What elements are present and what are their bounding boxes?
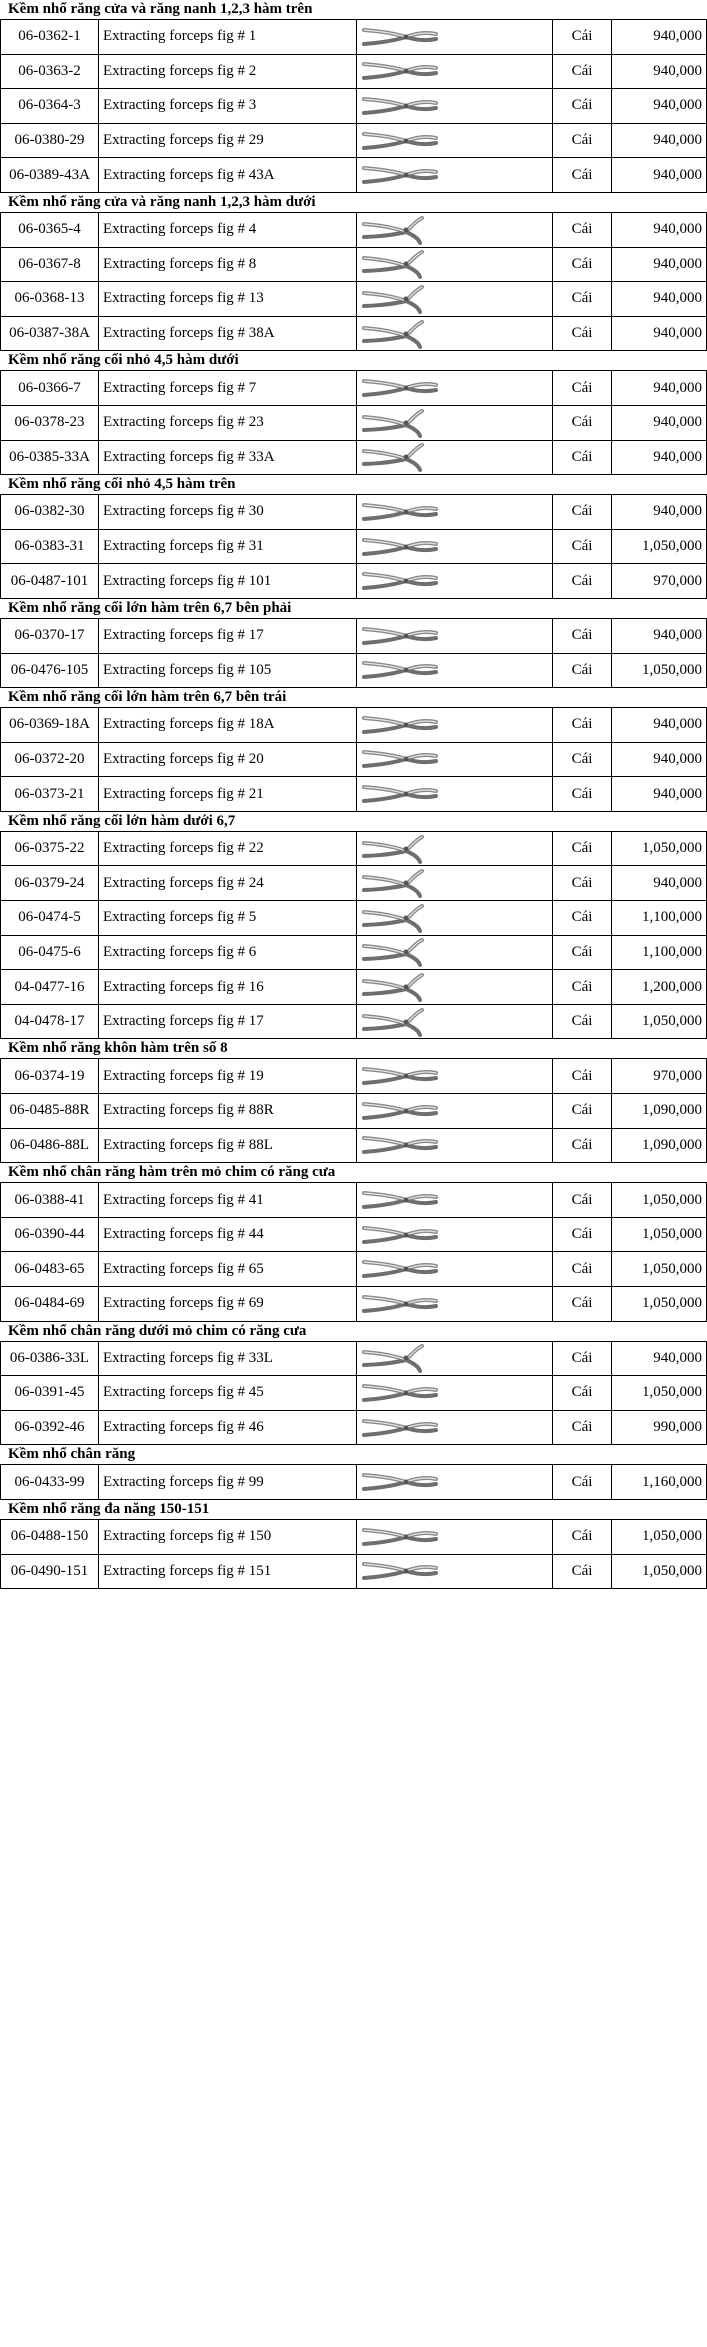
- product-image: [357, 1004, 553, 1039]
- product-code: 06-0392-46: [1, 1410, 99, 1445]
- table-row: [1, 970, 707, 1005]
- product-description: Extracting forceps fig # 17: [99, 618, 357, 653]
- table-row: [1, 1376, 707, 1411]
- product-code: 06-0373-21: [1, 777, 99, 812]
- product-image: [357, 1252, 553, 1287]
- product-price: 1,050,000: [612, 1217, 707, 1252]
- product-unit: Cái: [553, 20, 612, 55]
- product-code: 06-0380-29: [1, 123, 99, 158]
- product-image: [357, 529, 553, 564]
- angled-forceps-icon: [360, 284, 440, 314]
- table-row: [1, 653, 707, 688]
- product-description: Extracting forceps fig # 33L: [99, 1341, 357, 1376]
- section-title: Kềm nhổ chân răng dưới mỏ chim có răng cưa: [8, 1322, 307, 1339]
- product-image: [357, 901, 553, 936]
- table-row: [1, 247, 707, 282]
- product-description: Extracting forceps fig # 23: [99, 405, 357, 440]
- product-image: [357, 282, 553, 317]
- product-description: Extracting forceps fig # 18A: [99, 708, 357, 743]
- product-price: 940,000: [612, 54, 707, 89]
- product-price: 1,050,000: [612, 1376, 707, 1411]
- straight-forceps-icon: [360, 126, 440, 156]
- product-table: [0, 370, 707, 475]
- product-code: 06-0375-22: [1, 831, 99, 866]
- product-code: 06-0475-6: [1, 935, 99, 970]
- product-description: Extracting forceps fig # 6: [99, 935, 357, 970]
- product-description: Extracting forceps fig # 29: [99, 123, 357, 158]
- product-unit: Cái: [553, 440, 612, 475]
- section-title: Kềm nhổ răng cối lớn hàm trên 6,7 bên phải: [8, 599, 292, 616]
- product-code: 06-0483-65: [1, 1252, 99, 1287]
- product-unit: Cái: [553, 866, 612, 901]
- straight-forceps-icon: [360, 1130, 440, 1160]
- straight-forceps-icon: [360, 56, 440, 86]
- product-code: 06-0368-13: [1, 282, 99, 317]
- product-unit: Cái: [553, 1376, 612, 1411]
- product-description: Extracting forceps fig # 2: [99, 54, 357, 89]
- straight-forceps-icon: [360, 22, 440, 52]
- section-title: Kềm nhổ chân răng hàm trên mỏ chim có răng cưa: [8, 1164, 336, 1181]
- straight-forceps-icon: [360, 1185, 440, 1215]
- angled-forceps-icon: [360, 442, 440, 472]
- product-image: [357, 935, 553, 970]
- product-code: 06-0363-2: [1, 54, 99, 89]
- angled-forceps-icon: [360, 319, 440, 349]
- product-unit: Cái: [553, 1410, 612, 1445]
- product-code: 06-0476-105: [1, 653, 99, 688]
- table-row: [1, 1004, 707, 1039]
- product-description: Extracting forceps fig # 33A: [99, 440, 357, 475]
- table-row: [1, 618, 707, 653]
- section-title: Kềm nhổ răng khôn hàm trên số 8: [8, 1040, 228, 1057]
- product-description: Extracting forceps fig # 151: [99, 1554, 357, 1589]
- product-price: 1,090,000: [612, 1128, 707, 1163]
- product-unit: Cái: [553, 405, 612, 440]
- product-description: Extracting forceps fig # 38A: [99, 316, 357, 351]
- angled-forceps-icon: [360, 834, 440, 864]
- straight-forceps-icon: [360, 1378, 440, 1408]
- product-description: Extracting forceps fig # 20: [99, 742, 357, 777]
- straight-forceps-icon: [360, 1522, 440, 1552]
- product-table: [0, 1182, 707, 1321]
- product-image: [357, 440, 553, 475]
- angled-forceps-icon: [360, 249, 440, 279]
- straight-forceps-icon: [360, 566, 440, 596]
- product-price: 1,160,000: [612, 1465, 707, 1500]
- product-description: Extracting forceps fig # 19: [99, 1059, 357, 1094]
- product-image: [357, 831, 553, 866]
- table-row: [1, 564, 707, 599]
- product-price: 940,000: [612, 371, 707, 406]
- product-code: 06-0365-4: [1, 212, 99, 247]
- product-code: 06-0379-24: [1, 866, 99, 901]
- product-image: [357, 54, 553, 89]
- straight-forceps-icon: [360, 621, 440, 651]
- section-title: Kềm nhổ răng cối lớn hàm trên 6,7 bên trái: [8, 689, 287, 706]
- product-description: Extracting forceps fig # 99: [99, 1465, 357, 1500]
- product-image: [357, 1183, 553, 1218]
- product-code: 06-0391-45: [1, 1376, 99, 1411]
- table-row: [1, 123, 707, 158]
- section-title: Kềm nhổ răng cửa và răng nanh 1,2,3 hàm trên: [8, 1, 313, 17]
- table-row: [1, 1465, 707, 1500]
- table-row: [1, 1554, 707, 1589]
- product-code: 06-0386-33L: [1, 1341, 99, 1376]
- product-unit: Cái: [553, 935, 612, 970]
- product-table: [0, 831, 707, 1040]
- product-image: [357, 371, 553, 406]
- product-code: 06-0388-41: [1, 1183, 99, 1218]
- product-unit: Cái: [553, 158, 612, 193]
- product-price: 940,000: [612, 495, 707, 530]
- product-unit: Cái: [553, 564, 612, 599]
- product-image: [357, 1341, 553, 1376]
- product-code: 06-0374-19: [1, 1059, 99, 1094]
- product-description: Extracting forceps fig # 101: [99, 564, 357, 599]
- product-unit: Cái: [553, 282, 612, 317]
- product-unit: Cái: [553, 1519, 612, 1554]
- product-description: Extracting forceps fig # 105: [99, 653, 357, 688]
- section-title: Kềm nhổ răng đa năng 150-151: [8, 1500, 210, 1517]
- product-description: Extracting forceps fig # 16: [99, 970, 357, 1005]
- straight-forceps-icon: [360, 373, 440, 403]
- table-row: [1, 1128, 707, 1163]
- table-row: [1, 405, 707, 440]
- product-image: [357, 653, 553, 688]
- product-price: 940,000: [612, 618, 707, 653]
- product-image: [357, 1094, 553, 1129]
- straight-forceps-icon: [360, 91, 440, 121]
- product-table: [0, 19, 707, 193]
- product-unit: Cái: [553, 371, 612, 406]
- angled-forceps-icon: [360, 972, 440, 1002]
- table-row: [1, 831, 707, 866]
- product-price: 1,200,000: [612, 970, 707, 1005]
- product-price: 1,050,000: [612, 529, 707, 564]
- section-title: Kềm nhổ răng cối lớn hàm dưới 6,7: [8, 812, 236, 829]
- product-image: [357, 618, 553, 653]
- table-row: [1, 371, 707, 406]
- product-unit: Cái: [553, 495, 612, 530]
- product-code: 06-0367-8: [1, 247, 99, 282]
- straight-forceps-icon: [360, 497, 440, 527]
- product-description: Extracting forceps fig # 150: [99, 1519, 357, 1554]
- product-description: Extracting forceps fig # 43A: [99, 158, 357, 193]
- product-price: 940,000: [612, 123, 707, 158]
- product-unit: Cái: [553, 742, 612, 777]
- table-row: [1, 1519, 707, 1554]
- product-image: [357, 777, 553, 812]
- product-price: 1,050,000: [612, 1252, 707, 1287]
- angled-forceps-icon: [360, 408, 440, 438]
- product-price: 940,000: [612, 89, 707, 124]
- product-image: [357, 1059, 553, 1094]
- section-title: Kềm nhổ răng cối nhỏ 4,5 hàm trên: [8, 476, 236, 493]
- product-price: 940,000: [612, 866, 707, 901]
- product-code: 06-0484-69: [1, 1287, 99, 1322]
- product-image: [357, 1217, 553, 1252]
- product-unit: Cái: [553, 1004, 612, 1039]
- product-table: [0, 1464, 707, 1500]
- table-row: [1, 1059, 707, 1094]
- product-code: 06-0433-99: [1, 1465, 99, 1500]
- product-code: 06-0382-30: [1, 495, 99, 530]
- table-row: [1, 777, 707, 812]
- section-title: Kềm nhổ chân răng: [8, 1446, 136, 1463]
- product-table: [0, 494, 707, 599]
- angled-forceps-icon: [360, 903, 440, 933]
- product-image: [357, 866, 553, 901]
- product-unit: Cái: [553, 1183, 612, 1218]
- table-row: [1, 1287, 707, 1322]
- table-row: [1, 1094, 707, 1129]
- table-row: [1, 316, 707, 351]
- product-description: Extracting forceps fig # 45: [99, 1376, 357, 1411]
- table-row: [1, 1252, 707, 1287]
- product-image: [357, 89, 553, 124]
- product-price: 1,050,000: [612, 831, 707, 866]
- product-description: Extracting forceps fig # 3: [99, 89, 357, 124]
- product-description: Extracting forceps fig # 5: [99, 901, 357, 936]
- product-code: 04-0477-16: [1, 970, 99, 1005]
- straight-forceps-icon: [360, 1556, 440, 1586]
- straight-forceps-icon: [360, 1096, 440, 1126]
- product-unit: Cái: [553, 618, 612, 653]
- product-price: 940,000: [612, 212, 707, 247]
- product-unit: Cái: [553, 653, 612, 688]
- table-row: [1, 901, 707, 936]
- product-image: [357, 495, 553, 530]
- product-description: Extracting forceps fig # 7: [99, 371, 357, 406]
- product-unit: Cái: [553, 708, 612, 743]
- table-row: [1, 1217, 707, 1252]
- straight-forceps-icon: [360, 1413, 440, 1443]
- product-description: Extracting forceps fig # 17: [99, 1004, 357, 1039]
- product-price: 1,050,000: [612, 1554, 707, 1589]
- product-code: 06-0487-101: [1, 564, 99, 599]
- product-code: 06-0490-151: [1, 1554, 99, 1589]
- table-row: [1, 212, 707, 247]
- product-price: 940,000: [612, 247, 707, 282]
- product-description: Extracting forceps fig # 22: [99, 831, 357, 866]
- product-unit: Cái: [553, 1341, 612, 1376]
- product-image: [357, 212, 553, 247]
- product-unit: Cái: [553, 54, 612, 89]
- product-code: 06-0390-44: [1, 1217, 99, 1252]
- table-row: [1, 1341, 707, 1376]
- straight-forceps-icon: [360, 1061, 440, 1091]
- product-description: Extracting forceps fig # 4: [99, 212, 357, 247]
- product-price: 940,000: [612, 282, 707, 317]
- product-price: 940,000: [612, 20, 707, 55]
- table-row: [1, 89, 707, 124]
- product-price: 1,100,000: [612, 901, 707, 936]
- product-price: 1,050,000: [612, 1004, 707, 1039]
- table-row: [1, 54, 707, 89]
- table-row: [1, 935, 707, 970]
- product-description: Extracting forceps fig # 88L: [99, 1128, 357, 1163]
- product-description: Extracting forceps fig # 24: [99, 866, 357, 901]
- angled-forceps-icon: [360, 215, 440, 245]
- product-description: Extracting forceps fig # 65: [99, 1252, 357, 1287]
- product-unit: Cái: [553, 1128, 612, 1163]
- product-table: [0, 1519, 707, 1589]
- product-code: 06-0369-18A: [1, 708, 99, 743]
- section-title: Kềm nhổ răng cối nhỏ 4,5 hàm dưới: [8, 352, 239, 369]
- product-unit: Cái: [553, 212, 612, 247]
- product-image: [357, 405, 553, 440]
- product-price: 940,000: [612, 316, 707, 351]
- product-code: 06-0488-150: [1, 1519, 99, 1554]
- angled-forceps-icon: [360, 1007, 440, 1037]
- product-table: [0, 1341, 707, 1446]
- product-table: [0, 1058, 707, 1163]
- product-price: 1,090,000: [612, 1094, 707, 1129]
- product-price: 1,050,000: [612, 1519, 707, 1554]
- product-price: 970,000: [612, 1059, 707, 1094]
- table-row: [1, 440, 707, 475]
- product-description: Extracting forceps fig # 31: [99, 529, 357, 564]
- product-price: 1,100,000: [612, 935, 707, 970]
- product-code: 06-0364-3: [1, 89, 99, 124]
- straight-forceps-icon: [360, 1254, 440, 1284]
- table-row: [1, 158, 707, 193]
- product-unit: Cái: [553, 89, 612, 124]
- straight-forceps-icon: [360, 779, 440, 809]
- product-price: 1,050,000: [612, 653, 707, 688]
- product-table: [0, 618, 707, 688]
- straight-forceps-icon: [360, 532, 440, 562]
- product-price: 970,000: [612, 564, 707, 599]
- table-row: [1, 742, 707, 777]
- product-image: [357, 1287, 553, 1322]
- product-code: 06-0378-23: [1, 405, 99, 440]
- product-code: 06-0385-33A: [1, 440, 99, 475]
- product-image: [357, 158, 553, 193]
- product-description: Extracting forceps fig # 30: [99, 495, 357, 530]
- angled-forceps-icon: [360, 868, 440, 898]
- product-description: Extracting forceps fig # 69: [99, 1287, 357, 1322]
- product-image: [357, 1376, 553, 1411]
- table-row: [1, 1183, 707, 1218]
- product-unit: Cái: [553, 1094, 612, 1129]
- product-price: 1,050,000: [612, 1287, 707, 1322]
- product-unit: Cái: [553, 777, 612, 812]
- straight-forceps-icon: [360, 160, 440, 190]
- product-description: Extracting forceps fig # 44: [99, 1217, 357, 1252]
- product-price: 940,000: [612, 440, 707, 475]
- section-title: Kềm nhổ răng cửa và răng nanh 1,2,3 hàm dưới: [8, 193, 316, 210]
- product-unit: Cái: [553, 901, 612, 936]
- product-code: 06-0485-88R: [1, 1094, 99, 1129]
- product-image: [357, 1519, 553, 1554]
- table-row: [1, 708, 707, 743]
- product-unit: Cái: [553, 316, 612, 351]
- product-image: [357, 1554, 553, 1589]
- product-price: 940,000: [612, 1341, 707, 1376]
- product-code: 06-0362-1: [1, 20, 99, 55]
- product-code: 06-0370-17: [1, 618, 99, 653]
- product-unit: Cái: [553, 831, 612, 866]
- product-description: Extracting forceps fig # 46: [99, 1410, 357, 1445]
- product-image: [357, 970, 553, 1005]
- product-table: [0, 707, 707, 812]
- product-image: [357, 247, 553, 282]
- product-description: Extracting forceps fig # 41: [99, 1183, 357, 1218]
- product-price: 940,000: [612, 742, 707, 777]
- straight-forceps-icon: [360, 1467, 440, 1497]
- straight-forceps-icon: [360, 1220, 440, 1250]
- product-unit: Cái: [553, 1059, 612, 1094]
- product-description: Extracting forceps fig # 8: [99, 247, 357, 282]
- product-unit: Cái: [553, 1554, 612, 1589]
- angled-forceps-icon: [360, 1343, 440, 1373]
- product-image: [357, 316, 553, 351]
- product-unit: Cái: [553, 123, 612, 158]
- product-image: [357, 708, 553, 743]
- table-row: [1, 282, 707, 317]
- product-price: 940,000: [612, 158, 707, 193]
- product-image: [357, 1410, 553, 1445]
- product-code: 04-0478-17: [1, 1004, 99, 1039]
- product-unit: Cái: [553, 529, 612, 564]
- product-image: [357, 1128, 553, 1163]
- product-code: 06-0372-20: [1, 742, 99, 777]
- table-row: [1, 529, 707, 564]
- product-price: 990,000: [612, 1410, 707, 1445]
- product-image: [357, 742, 553, 777]
- product-code: 06-0387-38A: [1, 316, 99, 351]
- product-code: 06-0486-88L: [1, 1128, 99, 1163]
- product-unit: Cái: [553, 247, 612, 282]
- product-description: Extracting forceps fig # 21: [99, 777, 357, 812]
- table-row: [1, 20, 707, 55]
- product-image: [357, 564, 553, 599]
- product-image: [357, 20, 553, 55]
- table-row: [1, 495, 707, 530]
- product-unit: Cái: [553, 1287, 612, 1322]
- product-code: 06-0474-5: [1, 901, 99, 936]
- product-unit: Cái: [553, 1465, 612, 1500]
- product-code: 06-0366-7: [1, 371, 99, 406]
- product-description: Extracting forceps fig # 1: [99, 20, 357, 55]
- table-row: [1, 866, 707, 901]
- straight-forceps-icon: [360, 710, 440, 740]
- product-unit: Cái: [553, 1217, 612, 1252]
- product-unit: Cái: [553, 1252, 612, 1287]
- product-price: 1,050,000: [612, 1183, 707, 1218]
- table-row: [1, 1410, 707, 1445]
- straight-forceps-icon: [360, 655, 440, 685]
- product-unit: Cái: [553, 970, 612, 1005]
- product-price: 940,000: [612, 405, 707, 440]
- product-table: [0, 212, 707, 351]
- straight-forceps-icon: [360, 744, 440, 774]
- angled-forceps-icon: [360, 937, 440, 967]
- product-description: Extracting forceps fig # 13: [99, 282, 357, 317]
- product-code: 06-0389-43A: [1, 158, 99, 193]
- product-code: 06-0383-31: [1, 529, 99, 564]
- product-description: Extracting forceps fig # 88R: [99, 1094, 357, 1129]
- product-price: 940,000: [612, 777, 707, 812]
- straight-forceps-icon: [360, 1289, 440, 1319]
- product-image: [357, 1465, 553, 1500]
- product-price: 940,000: [612, 708, 707, 743]
- product-image: [357, 123, 553, 158]
